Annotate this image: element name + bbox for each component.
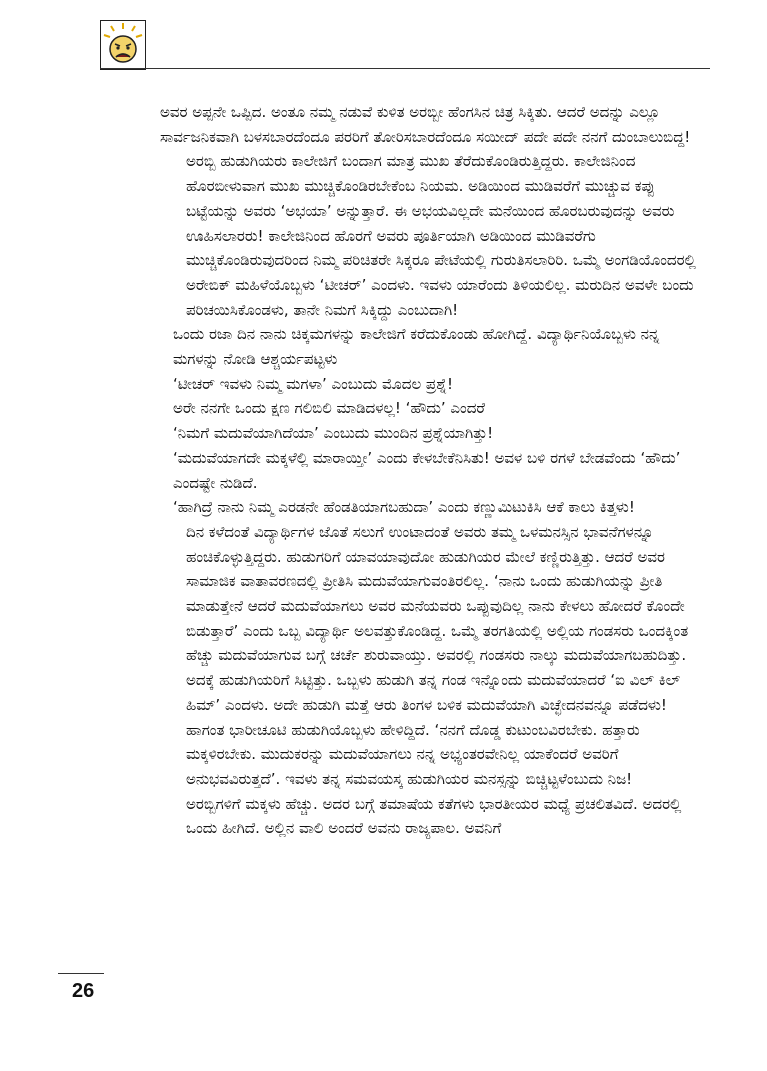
face-cartoon-icon bbox=[100, 20, 146, 70]
paragraph: ಅರಬ್ಬಿ ಹುಡುಗಿಯರು ಕಾಲೇಜಿಗೆ ಬಂದಾಗ ಮಾತ್ರ ಮುಖ ತೆರೆದುಕೊಂಡಿರುತ್ತಿದ್ದರು. ಕಾಲೇಜಿನಿಂದ ಹೊರಬೀಳುವಾಗ ಮುಖ ಮುಚ್ಚಿಕೊಂಡಿರಬೇಕೆಂಬ ನಿಯಮ. ಅಡಿಯಿಂದ ಮುಡಿವರೆಗೆ ಮುಚ್ಚುವ ಕಪ್ಪು ಬಟ್ಟೆಯನ್ನು ಅವರು ‘ಅಭಯಾ’ ಅನ್ನುತ್ತಾರೆ. ಈ ಅಭಯವಿಲ್ಲದೇ ಮನೆಯಿಂದ ಹೊರಬರುವುದನ್ನು ಅವರು ಊಹಿಸಲಾರರು! ಕಾಲೇಜಿನಿಂದ ಹೊರಗೆ ಅವರು ಪೂರ್ತಿಯಾಗಿ ಅಡಿಯಿಂದ ಮುಡಿವರೆಗು ಮುಚ್ಚಿಕೊಂಡಿರುವುದರಿಂದ ನಿಮ್ಮ ಪರಿಚಿತರೇ ಸಿಕ್ಕರೂ ಪೇಟೆಯಲ್ಲಿ ಗುರುತಿಸಲಾರಿರಿ. ಒಮ್ಮೆ ಅಂಗಡಿಯೊಂದರಲ್ಲಿ ಅರೇಬಿಕ್ ಮಹಿಳೆಯೊಬ್ಬಳು ‘ಟೀಚರ್’ ಎಂದಳು. ಇವಳು ಯಾರೆಂದು ತಿಳಿಯಲಿಲ್ಲ. ಮರುದಿನ ಅವಳೇ ಬಂದು ಪರಿಚಯಿಸಿಕೊಂಡಳು, ತಾನೇ ನಿಮಗೆ ಸಿಕ್ಕಿದ್ದು ಎಂಬುದಾಗಿ! bbox=[186, 152, 696, 319]
paragraph: ದಿನ ಕಳೆದಂತೆ ವಿದ್ಯಾರ್ಥಿಗಳ ಜೊತೆ ಸಲುಗೆ ಉಂಟಾದಂತೆ ಅವರು ತಮ್ಮ ಒಳಮನಸ್ಸಿನ ಭಾವನೆಗಳನ್ನೂ ಹಂಚಿಕೊಳ್ಳುತ್ತಿದ್ದರು. ಹುಡುಗರಿಗೆ ಯಾವಯಾವುದೋ ಹುಡುಗಿಯರ ಮೇಲೆ ಕಣ್ಣಿರುತ್ತಿತ್ತು. ಆದರೆ ಅವರ ಸಾಮಾಜಿಕ ವಾತಾವರಣದಲ್ಲಿ ಪ್ರೀತಿಸಿ ಮದುವೆಯಾಗುವಂತಿರಲಿಲ್ಲ. ‘ನಾನು ಒಂದು ಹುಡುಗಿಯನ್ನು ಪ್ರೀತಿ ಮಾಡುತ್ತೇನೆ ಆದರೆ ಮದುವೆಯಾಗಲು ಅವರ ಮನೆಯವರು ಒಪ್ಪುವುದಿಲ್ಲ ನಾನು ಕೇಳಲು ಹೋದರೆ ಕೊಂದೇ ಬಿಡುತ್ತಾರೆ’ ಎಂದು ಒಬ್ಬ ವಿದ್ಯಾರ್ಥಿ ಅಲವತ್ತುಕೊಂಡಿದ್ದ. ಒಮ್ಮೆ ತರಗತಿಯಲ್ಲಿ ಅಲ್ಲಿಯ ಗಂಡಸರು ಒಂದಕ್ಕಿಂತ ಹೆಚ್ಚು ಮದುವೆಯಾಗುವ ಬಗ್ಗೆ ಚರ್ಚೆ ಶುರುವಾಯ್ತು. ಅವರಲ್ಲಿ ಗಂಡಸರು ನಾಲ್ಕು ಮದುವೆಯಾಗಬಹುದಿತ್ತು. ಅದಕ್ಕೆ ಹುಡುಗಿಯರಿಗೆ ಸಿಟ್ಟಿತ್ತು. ಒಬ್ಬಳು ಹುಡುಗಿ ತನ್ನ ಗಂಡ ಇನ್ನೊಂದು ಮದುವೆಯಾದರೆ ‘ಐ ವಿಲ್ ಕಿಲ್ ಹಿಮ್’ ಎಂದಳು. ಅದೇ ಹುಡುಗಿ ಮತ್ತೆ ಆರು ತಿಂಗಳ ಬಳಿಕ ಮದುವೆಯಾಗಿ ವಿಚ್ಛೇದನವನ್ನೂ ಪಡೆದಳು! ಹಾಗಂತ ಭಾರೀಚೂಟಿ ಹುಡುಗಿಯೊಬ್ಬಳು ಹೇಳಿದ್ದಿದೆ. ‘ನನಗೆ ದೊಡ್ಡ ಕುಟುಂಬವಿರಬೇಕು. ಹತ್ತಾರು ಮಕ್ಕಳಿರಬೇಕು. ಮುದುಕರನ್ನು ಮದುವೆಯಾಗಲು ನನ್ನ ಅಭ್ಯಂತರವೇನಿಲ್ಲ ಯಾಕೆಂದರೆ ಅವರಿಗೆ ಅನುಭವವಿರುತ್ತದೆ’. ಇವಳು ತನ್ನ ಸಮವಯಸ್ಕ ಹುಡುಗಿಯರ ಮನಸ್ಸನ್ನು ಬಿಚ್ಚಿಟ್ಟಳೆಂಬುದು ನಿಜ! bbox=[186, 522, 689, 788]
footer-divider bbox=[58, 973, 104, 974]
paragraph: ‘ಮದುವೆಯಾಗದೇ ಮಕ್ಕಳೆಲ್ಲಿ ಮಾರಾಯ್ತೀ’ ಎಂದು ಕೇಳಬೇಕೆನಿಸಿತು! ಅವಳ ಬಳಿ ರಗಳೆ ಬೇಡವೆಂದು ‘ಹೌದು’ ಎಂದಷ್ಟೇ ನುಡಿದೆ. bbox=[173, 448, 681, 492]
paragraph: ‘ಹಾಗಿದ್ರೆ ನಾನು ನಿಮ್ಮ ಎರಡನೇ ಹೆಂಡತಿಯಾಗಬಹುದಾ’ ಎಂದು ಕಣ್ಣುಮಿಟುಕಿಸಿ ಆಕೆ ಕಾಲು ಕಿತ್ತಳು! bbox=[173, 498, 635, 517]
paragraph: ಅರಬ್ಬಿಗಳಿಗೆ ಮಕ್ಕಳು ಹೆಚ್ಚು. ಅದರ ಬಗ್ಗೆ ತಮಾಷೆಯ ಕತೆಗಳು ಭಾರತೀಯರ ಮಧ್ಯೆ ಪ್ರಚಲಿತವಿದೆ. ಅದರಲ್ಲಿ ಒಂದು ಹೀಗಿದೆ. ಅಲ್ಲಿನ ವಾಲಿ ಅಂದರೆ ಅವನು ರಾಜ್ಯಪಾಲ. ಅವನಿಗೆ bbox=[186, 794, 682, 838]
paragraph: ಅರೇ ನನಗೇ ಒಂದು ಕ್ಷಣ ಗಲಿಬಿಲಿ ಮಾಡಿದಳಲ್ಲ! ‘ಹೌದು’ ಎಂದರೆ bbox=[173, 399, 485, 418]
header-divider bbox=[100, 68, 710, 69]
page-number: 26 bbox=[72, 980, 95, 1002]
body-text bbox=[160, 100, 708, 841]
face-circle bbox=[110, 36, 136, 62]
face-cartoon-svg bbox=[101, 21, 145, 69]
paragraph: ಅವರ ಅಪ್ಪನೇ ಒಪ್ಪಿದ. ಅಂತೂ ನಮ್ಮ ನಡುವೆ ಕುಳಿತ ಅರಬ್ಬೀ ಹೆಂಗಸಿನ ಚಿತ್ರ ಸಿಕ್ಕಿತು. ಆದರೆ ಅದನ್ನು ಎಲ್ಲೂ ಸಾರ್ವಜನಿಕವಾಗಿ ಬಳಸಬಾರದೆಂದೂ ಪರರಿಗೆ ತೋರಿಸಬಾರದೆಂದೂ ಸಯೀದ್ ಪದೇ ಪದೇ ನನಗೆ ದುಂಬಾಲುಬಿದ್ದ! bbox=[160, 103, 691, 146]
paragraph: ‘ಟೀಚರ್ ಇವಳು ನಿಮ್ಮ ಮಗಳಾ’ ಎಂಬುದು ಮೊದಲ ಪ್ರಶ್ನೆ! bbox=[173, 374, 454, 393]
paragraph: ಒಂದು ರಜಾ ದಿನ ನಾನು ಚಿಕ್ಕಮಗಳನ್ನು ಕಾಲೇಜಿಗೆ ಕರೆದುಕೊಂಡು ಹೋಗಿದ್ದೆ. ವಿದ್ಯಾರ್ಥಿನಿಯೊಬ್ಬಳು ನನ್ನ ಮಗಳನ್ನು ನೋಡಿ ಆಶ್ಚರ್ಯಪಟ್ಟಳು bbox=[173, 325, 660, 369]
paragraph: ‘ನಿಮಗೆ ಮದುವೆಯಾಗಿದೆಯಾ’ ಎಂಬುದು ಮುಂದಿನ ಪ್ರಶ್ನೆಯಾಗಿತ್ತು! bbox=[173, 424, 494, 443]
